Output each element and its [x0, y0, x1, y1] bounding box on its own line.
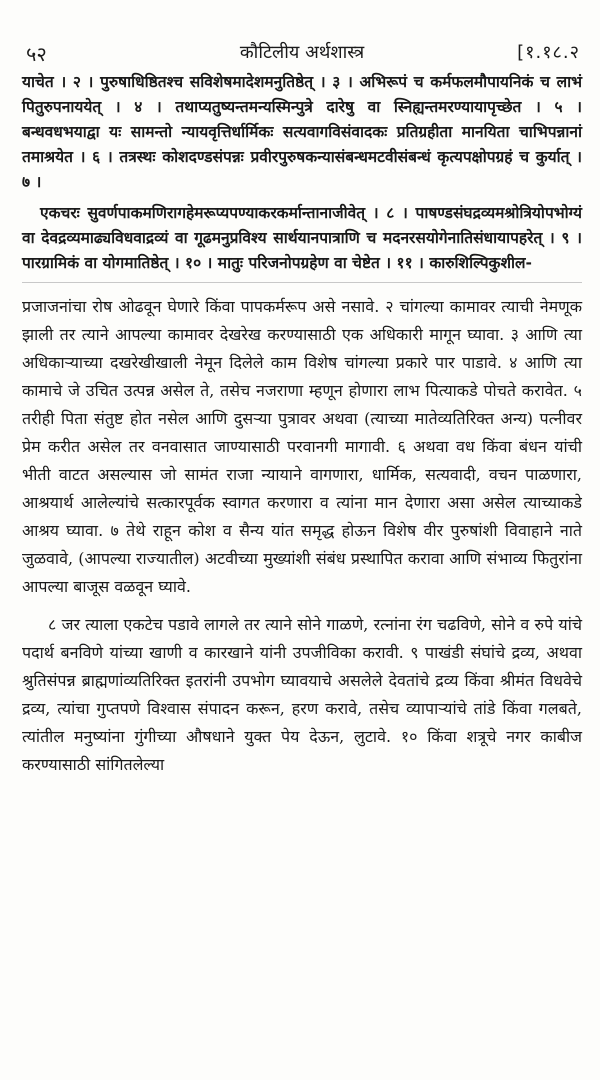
- marathi-translation-block: [22, 293, 582, 779]
- section-divider: [22, 282, 582, 283]
- sanskrit-paragraph-2: एकचरः सुवर्णपाकमणिरागहेमरूप्यपण्याकरकर्मान्तानाजीवेत् । ८ । पाषण्डसंघद्रव्यमश्रोत्रियोपभोग्यं वा देवद्रव्यमाढ्यविधवाद्रव्यं वा गूढमनुप्रविश्य सार्थयानपात्राणि च मदनरसयोगेनातिसंधायापहरेत् । ९ । पारग्रामिकं वा योगमातिष्ठेत् । १० । मातुः परिजनोपग्रहेण वा चेष्टेत । ११ । कारुशिल्पिकुशील-: [22, 204, 582, 272]
- running-title: कौटिलीय अर्थशास्त्र: [239, 42, 365, 63]
- page-header: [18, 0, 586, 70]
- marathi-paragraph-2: ८ जर त्याला एकटेच पडावे लागले तर त्याने सोने गाळणे, रत्नांना रंग चढविणे, सोने व रुपे यांचे पदार्थ बनविणे यांच्या खाणी व कारखाने यांनी उपजीविका करावी. ९ पाखंडी संघांचे द्रव्य, अथवा श्रुतिसंपन्न ब्राह्मणांव्यतिरिक्त इतरांनी उपभोग घ्यावयाचे असलेले देवतांचे द्रव्य किंवा श्रीमंत विधवेचे द्रव्य, त्यांचा गुप्तपणे विश्वास संपादन करून, हरण करावे, तसेच व्यापाऱ्यांचे तांडे किंवा गलबते, त्यांतील मनुष्यांना गुंगीच्या औषधाने युक्त पेय देऊन, लुटावे. १० किंवा शत्रूचे नगर काबीज करण्यासाठी सांगितलेल्या: [22, 615, 582, 774]
- marathi-paragraph-1: प्रजाजनांचा रोष ओढवून घेणारे किंवा पापकर्मरूप असे नसावे. २ चांगल्या कामावर त्याची नेमणूक झाली तर त्याने आपल्या कामावर देखरेख करण्यासाठी एक अधिकारी मागून घ्यावा. ३ आणि त्या अधिकाऱ्याच्या दखरेखीखाली नेमून दिलेले काम विशेष चांगल्या प्रकारे पार पाडावे. ४ आणि त्या कामाचे जे उचित उत्पन्न असेल ते, तसेच नजराणा म्हणून होणारा लाभ पित्याकडे पोचते करावेत. ५ तरीही पिता संतुष्ट होत नसेल आणि दुसऱ्या पुत्रावर अथवा (त्याच्या मातेव्यतिरिक्त अन्य) पत्नीवर प्रेम करीत असेल तर वनवासात जाण्यासाठी परवानगी मागावी. ६ अथवा वध किंवा बंधन यांची भीती वाटत असल्यास जो सामंत राजा न्यायाने वागणारा, धार्मिक, सत्यवादी, वचन पाळणारा, आश्रयार्थ आलेल्यांचे सत्कारपूर्वक स्वागत करणारा व त्यांना मान देणारा असा असेल त्याच्याकडे आश्रय घ्यावा. ७ तेथे राहून कोश व सैन्य यांत समृद्ध होऊन विशेष वीर पुरुषांशी विवाहाने नाते जुळवावे, (आपल्या राज्यातील) अटवीच्या मुख्यांशी संबंध प्रस्थापित करावा आणि संभाव्य फितुरांना आपल्या बाजूस वळवून घ्यावे.: [22, 297, 582, 596]
- page-number: ५२: [26, 42, 47, 66]
- sanskrit-paragraph-1: याचेत । २ । पुरुषाधिष्ठितश्च सविशेषमादेशमनुतिष्ठेत् । ३ । अभिरूपं च कर्मफलमौपायनिकं च लाभं पितुरुपनाययेत् । ४ । तथाप्यतुष्यन्तमन्यस्मिन्पुत्रे दारेषु वा स्निह्यन्तमरण्यायापृच्छेत । ५ । बन्धवधभयाद्वा यः सामन्तो न्यायवृत्तिर्धार्मिकः सत्यवागविसंवादकः प्रतिग्रहीता मानयिता चाभिपन्नानां तमाश्रयेत । ६ । तत्रस्थः कोशदण्डसंपन्नः प्रवीरपुरुषकन्यासंबन्धमटवीसंबन्धं कृत्यपक्षोपग्रहं च कुर्यात् । ७ ।: [22, 73, 582, 191]
- section-reference: [१.१८.२: [517, 42, 580, 63]
- sanskrit-text-block: [22, 70, 582, 276]
